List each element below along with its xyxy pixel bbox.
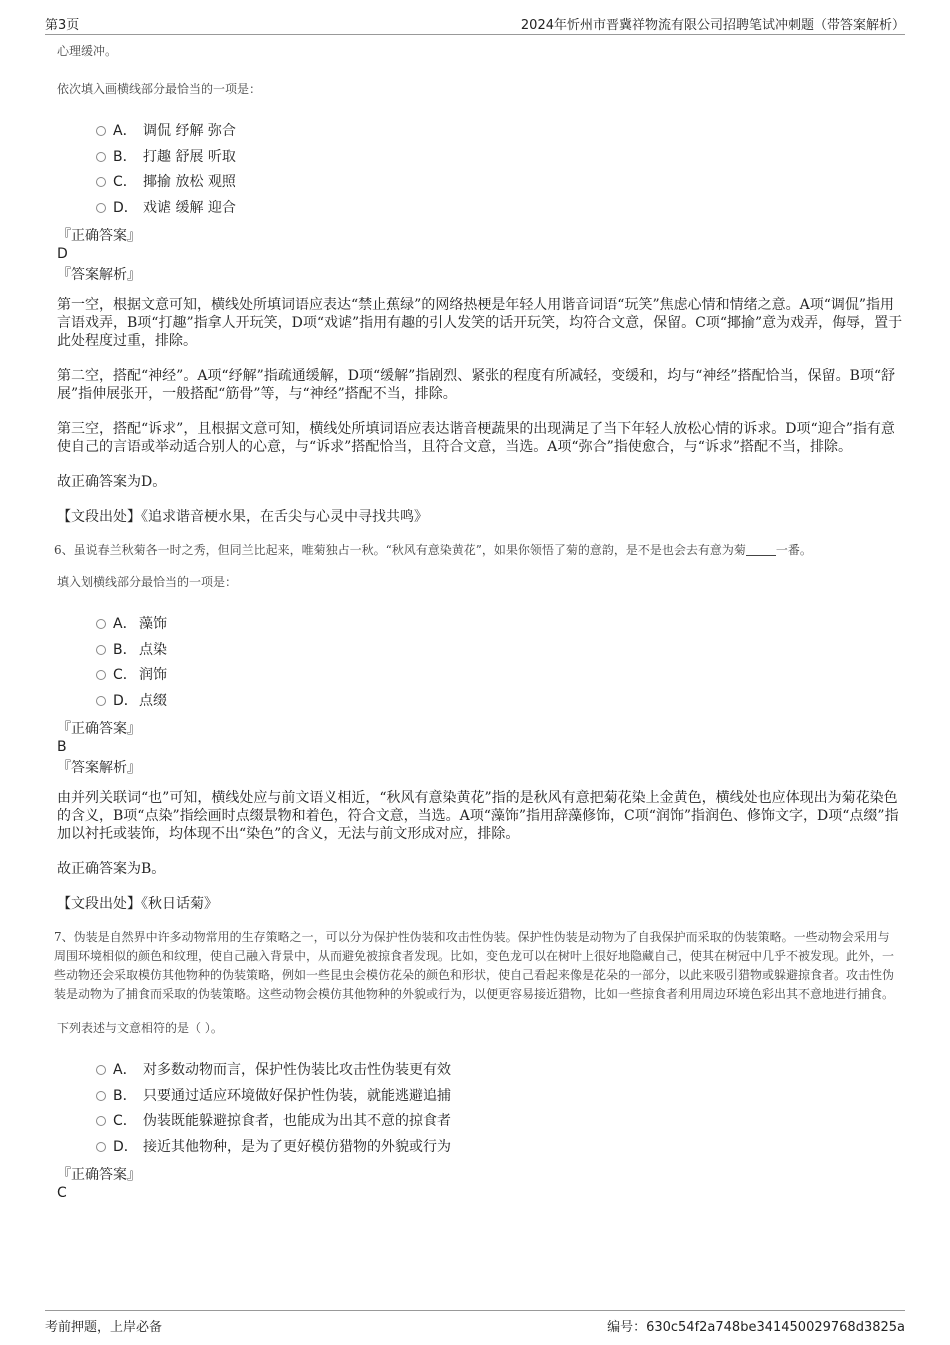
q7-question: 7、伪装是自然界中许多动物常用的生存策略之一，可以分为保护性伪装和攻击性伪装。保护性伪装是动物为了自我保护而采取的伪装策略。一些动物会采用与周围环境相似的颜色和纹理，使自己融入背景中，从而避免被掠食者发现。比如，变色龙可以在树叶上很好地隐藏自己，使其在树冠中几乎不被发现。此外，一些动物还会采取模仿其他物种的伪装策略，例如一些昆虫会模仿花朵的颜色和形状，使自己看起来像是花朵的一部分，以此来吸引猎物或躲避掠食者。攻击性伪装是动物为了捕食而采取的伪装策略。这些动物会模仿其他物种的外貌或行为，以便更容易接近猎物，比如一些掠食者利用周边环境色彩出其不意地进行捕食。 [54,930,895,1001]
radio-icon[interactable] [96,1142,106,1152]
q5-option-a[interactable]: A． 调侃 纾解 弥合 [96,119,905,145]
q5-analysis-3: 第三空，搭配“诉求”，且根据文意可知，横线处所填词语应表达谐音梗蔬果的出现满足了当下年轻人放松心情的诉求。D项“迎合”指有意使自己的言语或举动适合别人的心意，与“诉求”搭配恰当，且符合文意，当选。A项“弥合”指使愈合，与“诉求”搭配不当，排除。 [57,421,895,455]
radio-icon[interactable] [96,1116,106,1126]
q5-conclusion: 故正确答案为D。 [57,474,167,490]
q7-answer: C [57,1185,67,1201]
radio-icon[interactable] [96,152,106,162]
q7-option-b[interactable]: B． 只要通过适应环境做好保护性伪装，就能逃避追捕 [96,1084,905,1110]
q7-option-c[interactable]: C． 伪装既能躲避掠食者，也能成为出其不意的掠食者 [96,1109,905,1135]
q6-answer: B [57,739,67,755]
q6-analysis-label: 『答案解析』 [57,760,141,776]
q5-tail: 心理缓冲。 [57,44,118,58]
q7-answer-label: 『正确答案』 [57,1167,141,1183]
q5-option-d[interactable]: D． 戏谑 缓解 迎合 [96,196,905,222]
fill-blank [746,543,776,556]
q6-prompt: 填入划横线部分最恰当的一项是： [57,575,238,589]
page-header [45,12,905,35]
q6-option-a[interactable]: A． 藻饰 [96,612,905,638]
page-footer [45,1310,905,1333]
q5-answer-label: 『正确答案』 [57,228,141,244]
radio-icon[interactable] [96,203,106,213]
q5-options [96,119,905,221]
q7-option-a[interactable]: A． 对多数动物而言，保护性伪装比攻击性伪装更有效 [96,1058,905,1084]
radio-icon[interactable] [96,670,106,680]
q5-prompt: 依次填入画横线部分最恰当的一项是： [57,82,262,96]
q5-answer: D [57,246,68,262]
footer-slogan: 考前押题，上岸必备 [45,1320,163,1335]
radio-icon[interactable] [96,177,106,187]
q6-option-b[interactable]: B． 点染 [96,638,905,664]
q5-option-c[interactable]: C． 揶揄 放松 观照 [96,170,905,196]
q6-source: 【文段出处】《秋日话菊》 [57,896,218,912]
q6-question: 6、虽说春兰秋菊各一时之秀，但同兰比起来，唯菊独占一秋。“秋风有意染黄花”，如果你领悟了菊的意韵，是不是也会去有意为菊 一番。 [54,543,812,557]
radio-icon[interactable] [96,619,106,629]
q6-conclusion: 故正确答案为B。 [57,861,166,877]
radio-icon[interactable] [96,1065,106,1075]
q6-answer-label: 『正确答案』 [57,721,141,737]
q7-option-d[interactable]: D． 接近其他物种，是为了更好模仿猎物的外貌或行为 [96,1135,905,1161]
q6-options [96,612,905,714]
q5-analysis-label: 『答案解析』 [57,267,141,283]
q5-source: 【文段出处】《追求谐音梗水果，在舌尖与心灵中寻找共鸣》 [57,509,428,525]
radio-icon[interactable] [96,1091,106,1101]
q7-prompt: 下列表述与文意相符的是（ ）。 [57,1021,223,1035]
radio-icon[interactable] [96,645,106,655]
q6-option-c[interactable]: C． 润饰 [96,663,905,689]
radio-icon[interactable] [96,126,106,136]
q5-analysis-2: 第二空，搭配“神经”。A项“纾解”指疏通缓解，D项“缓解”指剧烈、紧张的程度有所减轻，变缓和，均与“神经”搭配恰当，保留。B项“舒展”指伸展张开，一般搭配“筋骨”等，与“神经”搭配不当，排除。 [57,368,896,402]
q5-option-b[interactable]: B． 打趣 舒展 听取 [96,145,905,171]
document-title: 2024年忻州市晋冀祥物流有限公司招聘笔试冲刺题（带答案解析） [520,18,905,33]
q6-option-d[interactable]: D．点缀 [96,689,905,715]
page-number: 第3页 [45,18,80,33]
q5-analysis-1: 第一空，根据文意可知，横线处所填词语应表达“禁止蕉绿”的网络热梗是年轻人用谐音词语“玩笑”焦虑心情和情绪之意。A项“调侃”指用言语戏弄，B项“打趣”指拿人开玩笑，D项“戏谑”指用有趣的引人发笑的话开玩笑，均符合文意，保留。C项“揶揄”意为戏弄，侮辱，置于此处程度过重，排除。 [57,297,903,349]
q7-options [96,1058,905,1160]
q6-analysis-1: 由并列关联词“也”可知，横线处应与前文语义相近，“秋风有意染黄花”指的是秋风有意把菊花染上金黄色，横线处也应体现出为菊花染色的含义，B项“点染”指绘画时点缀景物和着色，符合文意，当选。A项“藻饰”指用辞藻修饰，C项“润饰”指润色、修饰文字，D项“点缀”指加以衬托或装饰，均体现不出“染色”的含义，无法与前文形成对应，排除。 [57,790,899,842]
document-id: 编号：630c54f2a748be341450029768d3825a [607,1320,905,1335]
page-content [54,40,905,1202]
radio-icon[interactable] [96,696,106,706]
